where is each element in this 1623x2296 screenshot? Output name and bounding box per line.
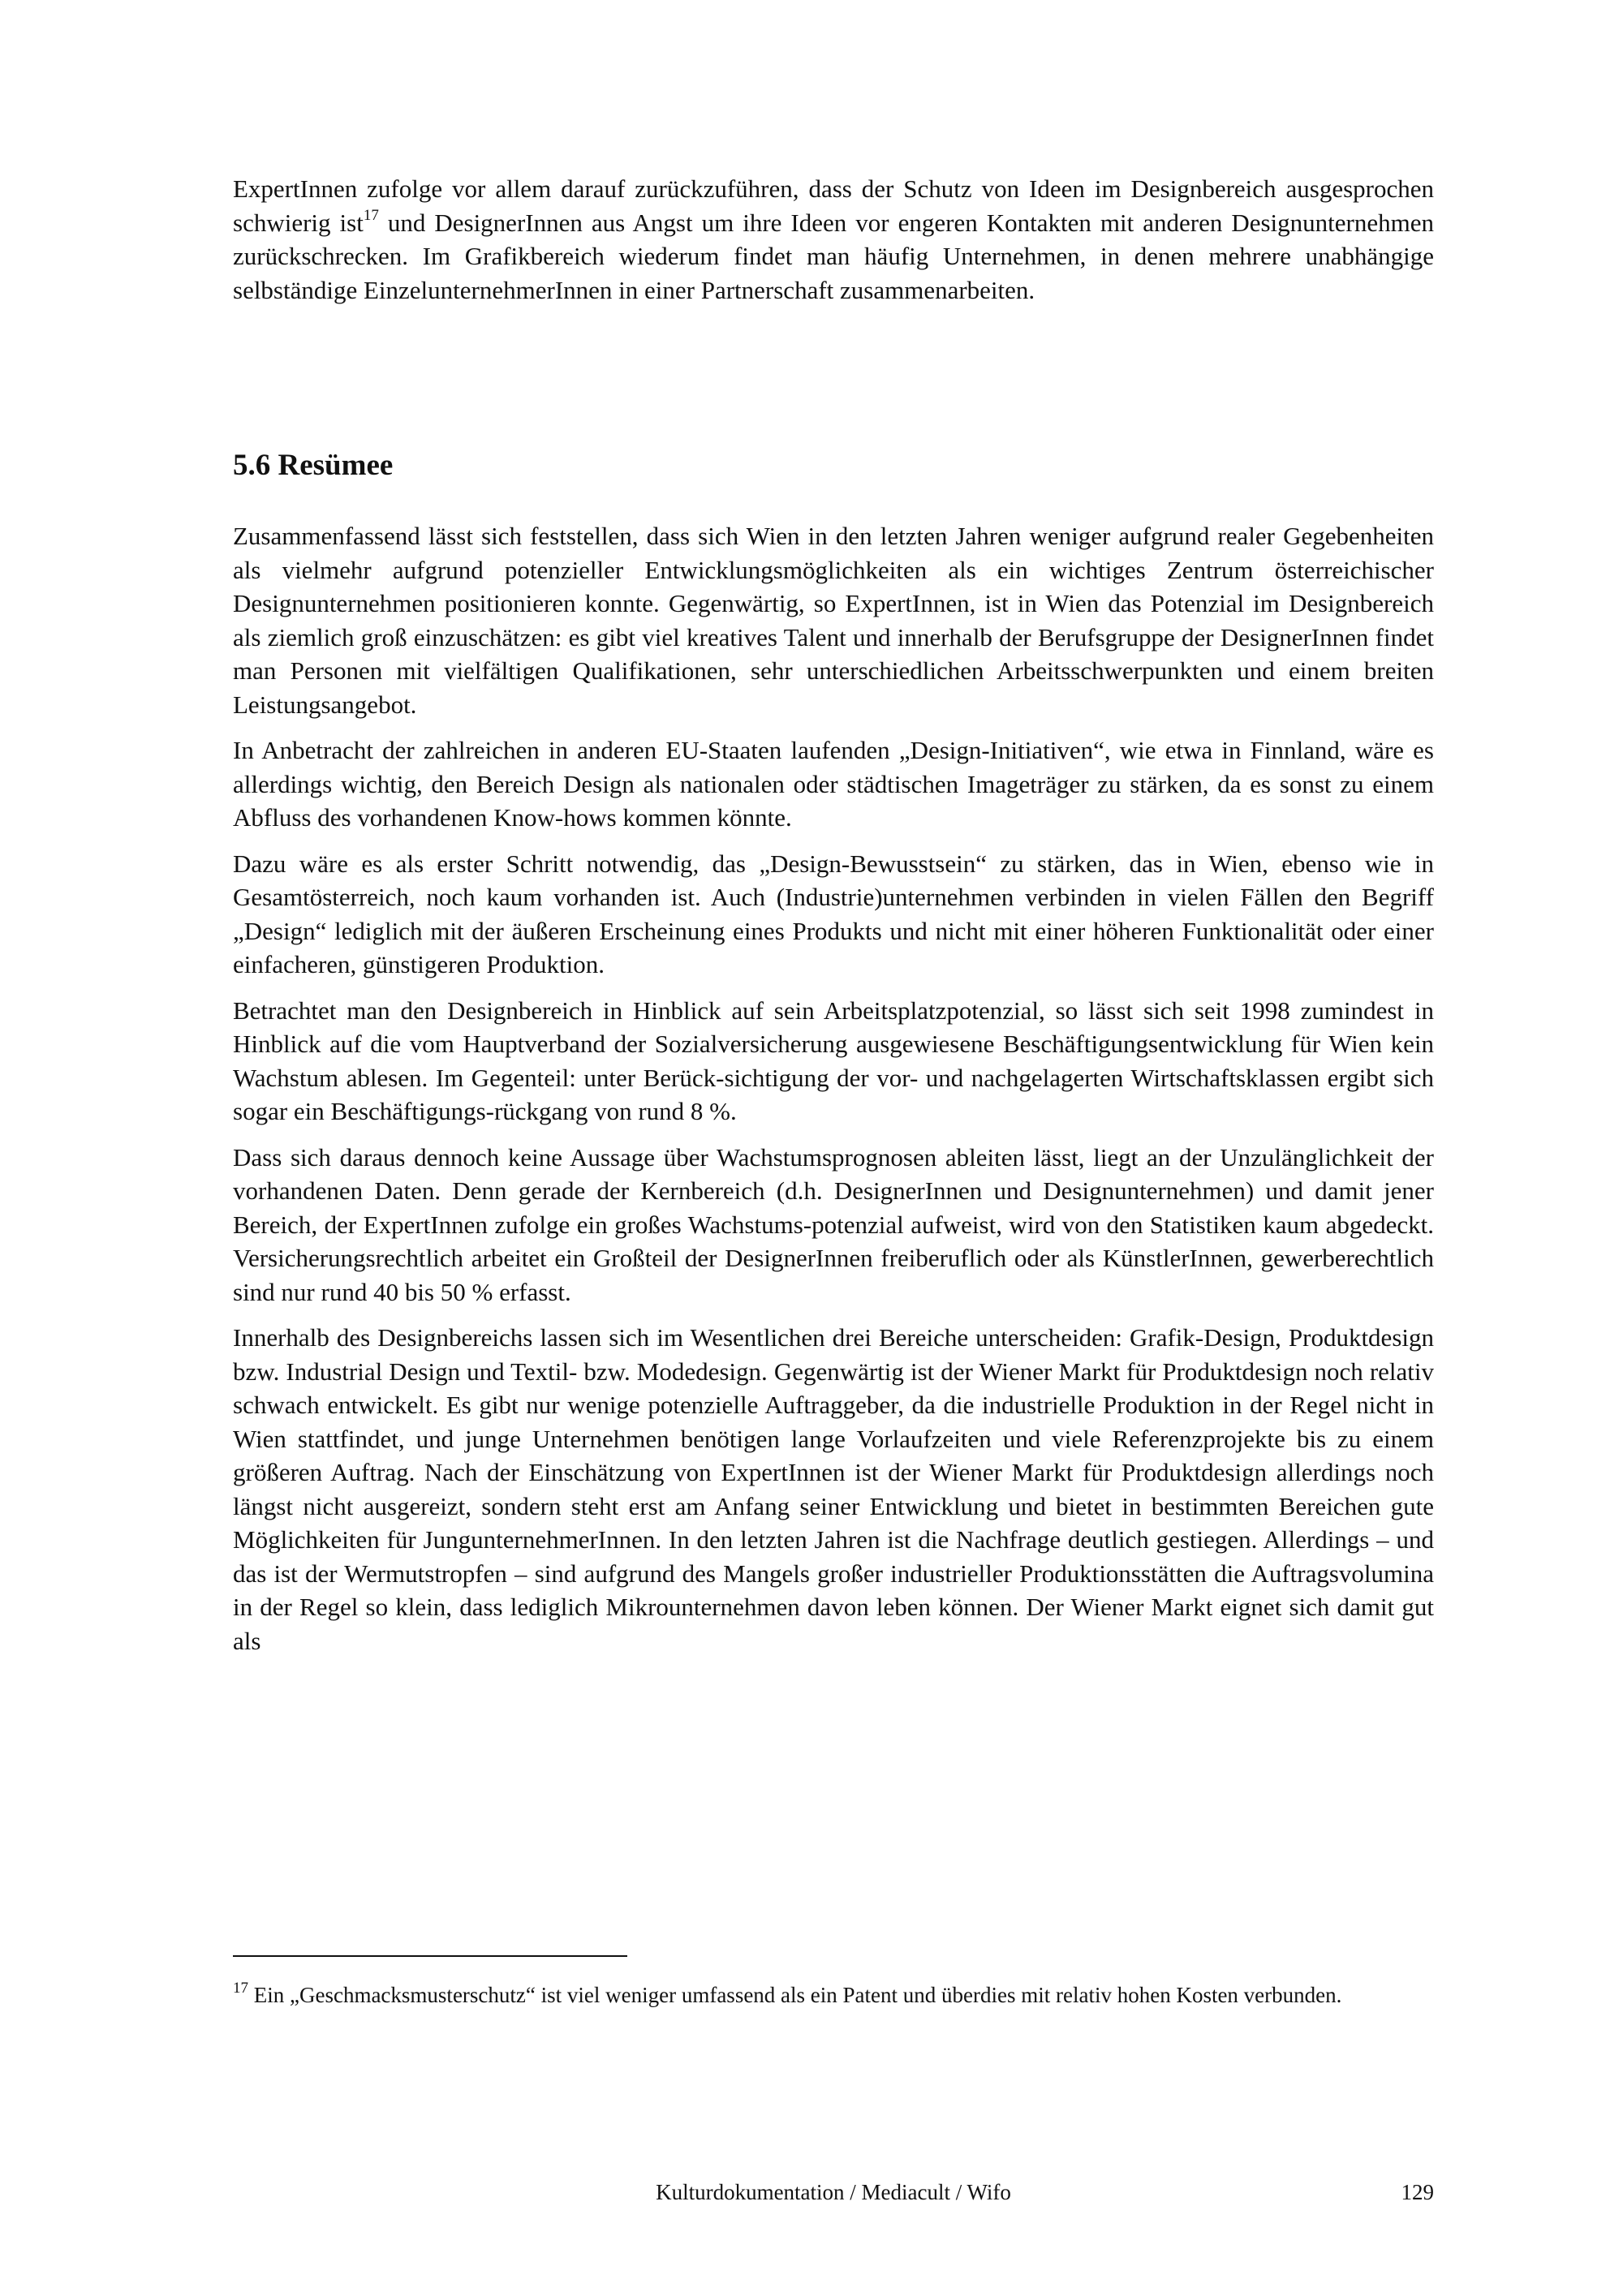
intro-paragraph-block [233,172,1434,307]
section-body [233,519,1434,1670]
body-paragraph: In Anbetracht der zahlreichen in anderen EU-Staaten laufenden „Design-Initiativen“, wie etwa in Finnland, wäre es allerdings wichtig, den Bereich Design als nationalen oder städtischen Imageträger zu stärken, da es sonst zu einem Abfluss des vorhandenen Know-hows kommen könnte. [233,736,1434,832]
footer-source: Kulturdokumentation / Mediacult / Wifo [656,2180,1011,2204]
page-number: 129 [1401,2180,1434,2204]
body-paragraph: Innerhalb des Designbereichs lassen sich im Wesentlichen drei Bereiche unterscheiden: Grafik-Design, Produktdesign bzw. Industrial Design und Textil- bzw. Modedesign. Gegenwärtig ist der Wiener Markt für Produktdesign noch relativ schwach entwickelt. Es gibt nur wenige potenzielle Auftraggeber, da die industrielle Produktion in der Regel nicht in Wien stattfindet, und junge Unternehmen benötigen lange Vorlaufzeiten und viele Referenzprojekte bis zu einem größeren Auftrag. Nach der Einschätzung von ExpertInnen ist der Wiener Markt für Produktdesign allerdings noch längst nicht ausgereizt, sondern steht erst am Anfang seiner Entwicklung und bietet in bestimmten Bereichen gute Möglichkeiten für JungunternehmerInnen. In den letzten Jahren ist die Nachfrage deutlich gestiegen. Allerdings – und das ist der Wermutstropfen – sind aufgrund des Mangels großer industrieller Produktionsstätten die Auftragsvolumina in der Regel so klein, dass lediglich Mikrounternehmen davon leben können. Der Wiener Markt eignet sich damit gut als [233,1323,1434,1655]
body-paragraph: Dass sich daraus dennoch keine Aussage über Wachstumsprognosen ableiten lässt, liegt an der Unzulänglichkeit der vorhandenen Daten. Denn gerade der Kernbereich (d.h. DesignerInnen und Designunternehmen) und damit jener Bereich, der ExpertInnen zufolge ein großes Wachstums-potenzial aufweist, wird von den Statistiken kaum abgedeckt. Versicherungsrechtlich arbeitet ein Großteil der DesignerInnen freiberuflich oder als KünstlerInnen, gewerberechtlich sind nur rund 40 bis 50 % erfasst. [233,1142,1434,1306]
footnote-reference[interactable]: 17 [363,207,379,225]
intro-text-end: und DesignerInnen aus Angst um ihre Ideen vor engeren Kontakten mit anderen Designunternehmen zurückschrecken. Im Grafikbereich wiederum findet man häufig Unternehmen, in denen mehrere unabhängige selbständige EinzelunternehmerInnen in einer Partnerschaft zusammenarbeiten. [233,208,1434,304]
page-footer [233,2176,1434,2208]
intro-text-start: ExpertInnen zufolge vor allem darauf zurückzuführen, dass der Schutz von Ideen im Designbereich ausgesprochen schwierig ist [233,174,1434,237]
intro-paragraph [233,172,1434,307]
section-heading [233,446,393,485]
footnote-number: 17 [233,1980,248,1997]
section-number: 5.6 [233,449,271,482]
footnote-divider [233,1955,627,1957]
footnote [233,1980,1434,2010]
section-title: Resümee [278,449,394,482]
body-paragraph: Dazu wäre es als erster Schritt notwendig, das „Design-Bewusstsein“ zu stärken, das in Wien, ebenso wie in Gesamtösterreich, noch kaum vorhanden ist. Auch (Industrie)unternehmen verbinden in vielen Fällen den Begriff „Design“ lediglich mit der äußeren Erscheinung eines Produkts und nicht mit einer höheren Funktionalität oder einer einfacheren, günstigeren Produktion. [233,849,1434,978]
body-paragraph: Betrachtet man den Designbereich in Hinblick auf sein Arbeitsplatzpotenzial, so lässt sich seit 1998 zumindest in Hinblick auf die vom Hauptverband der Sozialversicherung ausgewiesene Beschäftigungsentwicklung für Wien kein Wachstum ablesen. Im Gegenteil: unter Berück-sichtigung der vor- und nachgelagerten Wirtschaftsklassen ergibt sich sogar ein Beschäftigungs-rückgang von rund 8 %. [233,995,1434,1125]
footnote-text: Ein „Geschmacksmusterschutz“ ist viel weniger umfassend als ein Patent und überdies mit relativ hohen Kosten verbunden. [248,1983,1342,2007]
body-paragraph: Zusammenfassend lässt sich feststellen, dass sich Wien in den letzten Jahren weniger aufgrund realer Gegebenheiten als vielmehr aufgrund potenzieller Entwicklungsmöglichkeiten als ein wichtiges Zentrum österreichischer Designunternehmen positionieren konnte. Gegenwärtig, so ExpertInnen, ist in Wien das Potenzial im Designbereich als ziemlich groß einzuschätzen: es gibt viel kreatives Talent und innerhalb der Berufsgruppe der DesignerInnen findet man Personen mit vielfältigen Qualifikationen, sehr unterschiedlichen Arbeitsschwerpunkten und einem breiten Leistungsangebot. [233,522,1434,719]
